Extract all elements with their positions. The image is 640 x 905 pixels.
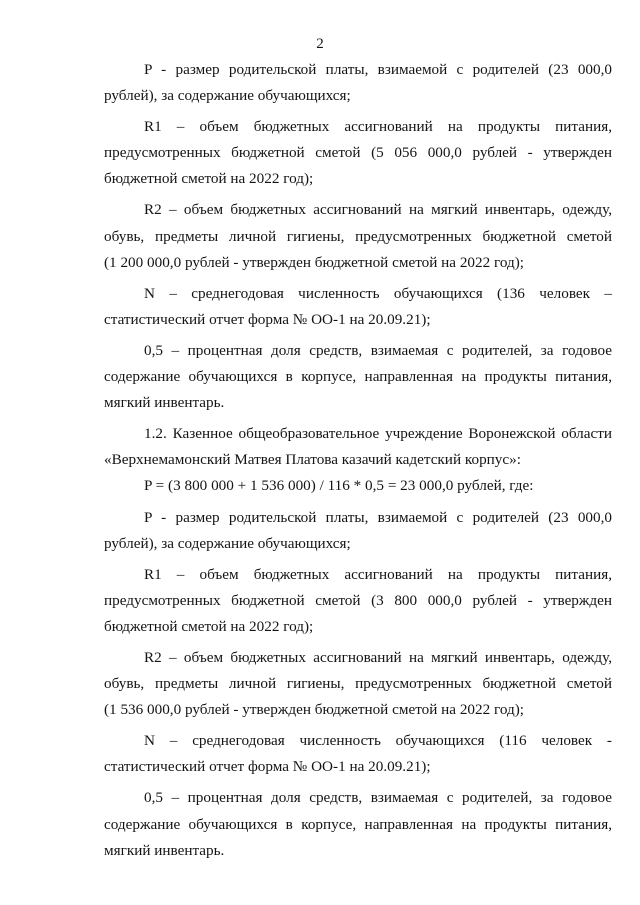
- text-line: содержание обучающихся в корпусе, направленная на продукты питания,: [104, 815, 612, 833]
- text-line: P - размер родительской платы, взимаемой с родителей (23 000,0: [144, 508, 612, 526]
- text-line: содержание обучающихся в корпусе, направленная на продукты питания,: [104, 368, 612, 386]
- text-line: обувь, предметы личной гигиены, предусмотренных бюджетной сметой: [104, 227, 612, 245]
- text-line: (1 200 000,0 рублей - утвержден бюджетной сметой на 2022 год);: [104, 253, 525, 271]
- text-line: мягкий инвентарь.: [104, 841, 225, 859]
- text-line: рублей), за содержание обучающихся;: [104, 534, 351, 552]
- text-line: (1 536 000,0 рублей - утвержден бюджетной сметой на 2022 год);: [104, 701, 525, 719]
- text-line: P - размер родительской платы, взимаемой с родителей (23 000,0: [144, 61, 612, 78]
- text-line: 0,5 – процентная доля средств, взимаемая с родителей, за годовое: [144, 789, 612, 807]
- text-line: 1.2. Казенное общеобразовательное учреждение Воронежской области: [144, 425, 612, 443]
- text-line: бюджетной сметой на 2022 год);: [104, 617, 314, 635]
- text-line: R1 – объем бюджетных ассигнований на продукты питания,: [144, 565, 612, 583]
- text-line: «Верхнемамонский Матвея Платова казачий кадетский корпус»:: [104, 451, 521, 469]
- text-line: обувь, предметы личной гигиены, предусмотренных бюджетной сметой: [104, 675, 612, 693]
- text-line: бюджетной сметой на 2022 год);: [104, 170, 314, 188]
- text-line: рублей), за содержание обучающихся;: [104, 87, 351, 105]
- text-line: предусмотренных бюджетной сметой (3 800 000,0 рублей - утвержден: [104, 591, 612, 609]
- text-line: R2 – объем бюджетных ассигнований на мягкий инвентарь, одежду,: [144, 648, 612, 666]
- text-line: N – среднегодовая численность обучающихся (116 человек -: [144, 732, 612, 750]
- text-line: предусмотренных бюджетной сметой (5 056 000,0 рублей - утвержден: [104, 144, 612, 162]
- body-text: [104, 57, 612, 864]
- text-line: статистический отчет форма № ОО-1 на 20.09.21);: [104, 758, 431, 776]
- text-line: P = (3 800 000 + 1 536 000) / 116 * 0,5 = 23 000,0 рублей, где:: [144, 477, 534, 495]
- text-line: R1 – объем бюджетных ассигнований на продукты питания,: [144, 118, 612, 136]
- page-number: 2: [316, 36, 324, 52]
- text-line: статистический отчет форма № ОО-1 на 20.09.21);: [104, 310, 431, 328]
- text-line: 0,5 – процентная доля средств, взимаемая с родителей, за годовое: [144, 341, 612, 359]
- text-line: N – среднегодовая численность обучающихся (136 человек –: [144, 284, 612, 302]
- text-line: R2 – объем бюджетных ассигнований на мягкий инвентарь, одежду,: [144, 201, 612, 219]
- text-line: мягкий инвентарь.: [104, 394, 225, 412]
